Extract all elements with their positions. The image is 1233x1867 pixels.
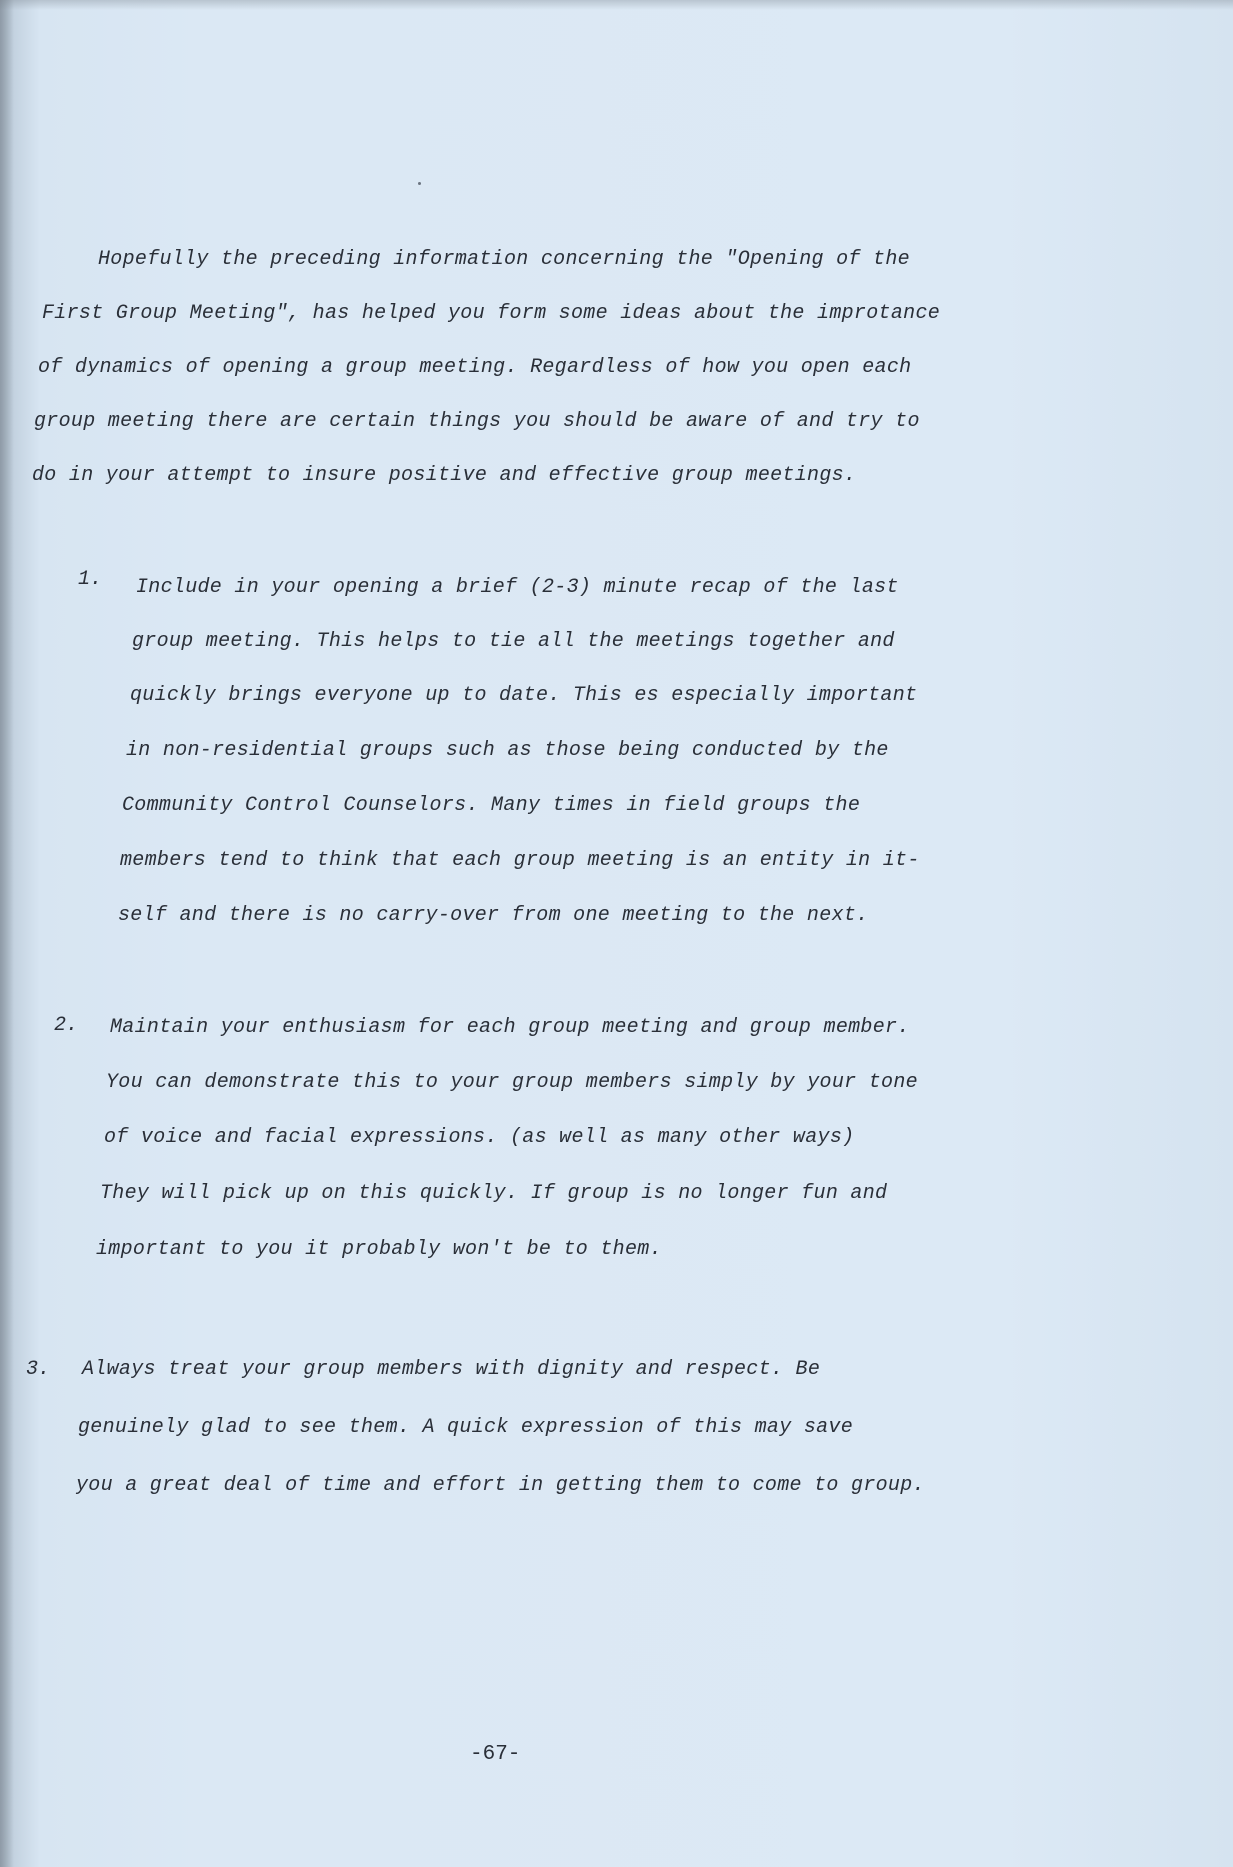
list-item-line: Always treat your group members with dignity and respect. Be [82,1358,821,1381]
list-item-line: of voice and facial expressions. (as well as many other ways) [104,1126,855,1149]
list-item-line: in non-residential groups such as those being conducted by the [126,739,889,762]
list-item-line: quickly brings everyone up to date. This es especially important [130,684,918,707]
intro-line: group meeting there are certain things you should be aware of and try to [34,410,920,433]
list-item-line: members tend to think that each group meeting is an entity in it- [120,849,920,872]
intro-line: Hopefully the preceding information concerning the "Opening of the [98,248,910,271]
list-item-line: Community Control Counselors. Many times in field groups the [122,794,861,817]
paper-speck [418,182,421,185]
list-item-number: 3. [26,1358,51,1381]
list-item-line: Include in your opening a brief (2-3) minute recap of the last [136,576,899,599]
list-item-line: genuinely glad to see them. A quick expression of this may save [78,1416,854,1439]
binding-shadow [0,0,14,1867]
list-item-line: important to you it probably won't be to them. [96,1238,662,1261]
list-item-line: They will pick up on this quickly. If group is no longer fun and [100,1182,888,1205]
page-number: -67- [470,1743,521,1766]
list-item-line: self and there is no carry-over from one meeting to the next. [118,904,869,927]
list-item-number: 1. [78,568,103,591]
list-item-line: You can demonstrate this to your group members simply by your tone [106,1071,918,1094]
intro-line: do in your attempt to insure positive and effective group meetings. [32,464,857,487]
list-item-line: group meeting. This helps to tie all the meetings together and [132,630,895,653]
list-item-line: you a great deal of time and effort in getting them to come to group. [76,1474,925,1497]
intro-line: First Group Meeting", has helped you form some ideas about the improtance [42,302,941,325]
intro-line: of dynamics of opening a group meeting. Regardless of how you open each [38,356,912,379]
list-item-line: Maintain your enthusiasm for each group meeting and group member. [110,1016,910,1039]
list-item-number: 2. [54,1014,79,1037]
top-edge-shadow [0,0,1233,10]
